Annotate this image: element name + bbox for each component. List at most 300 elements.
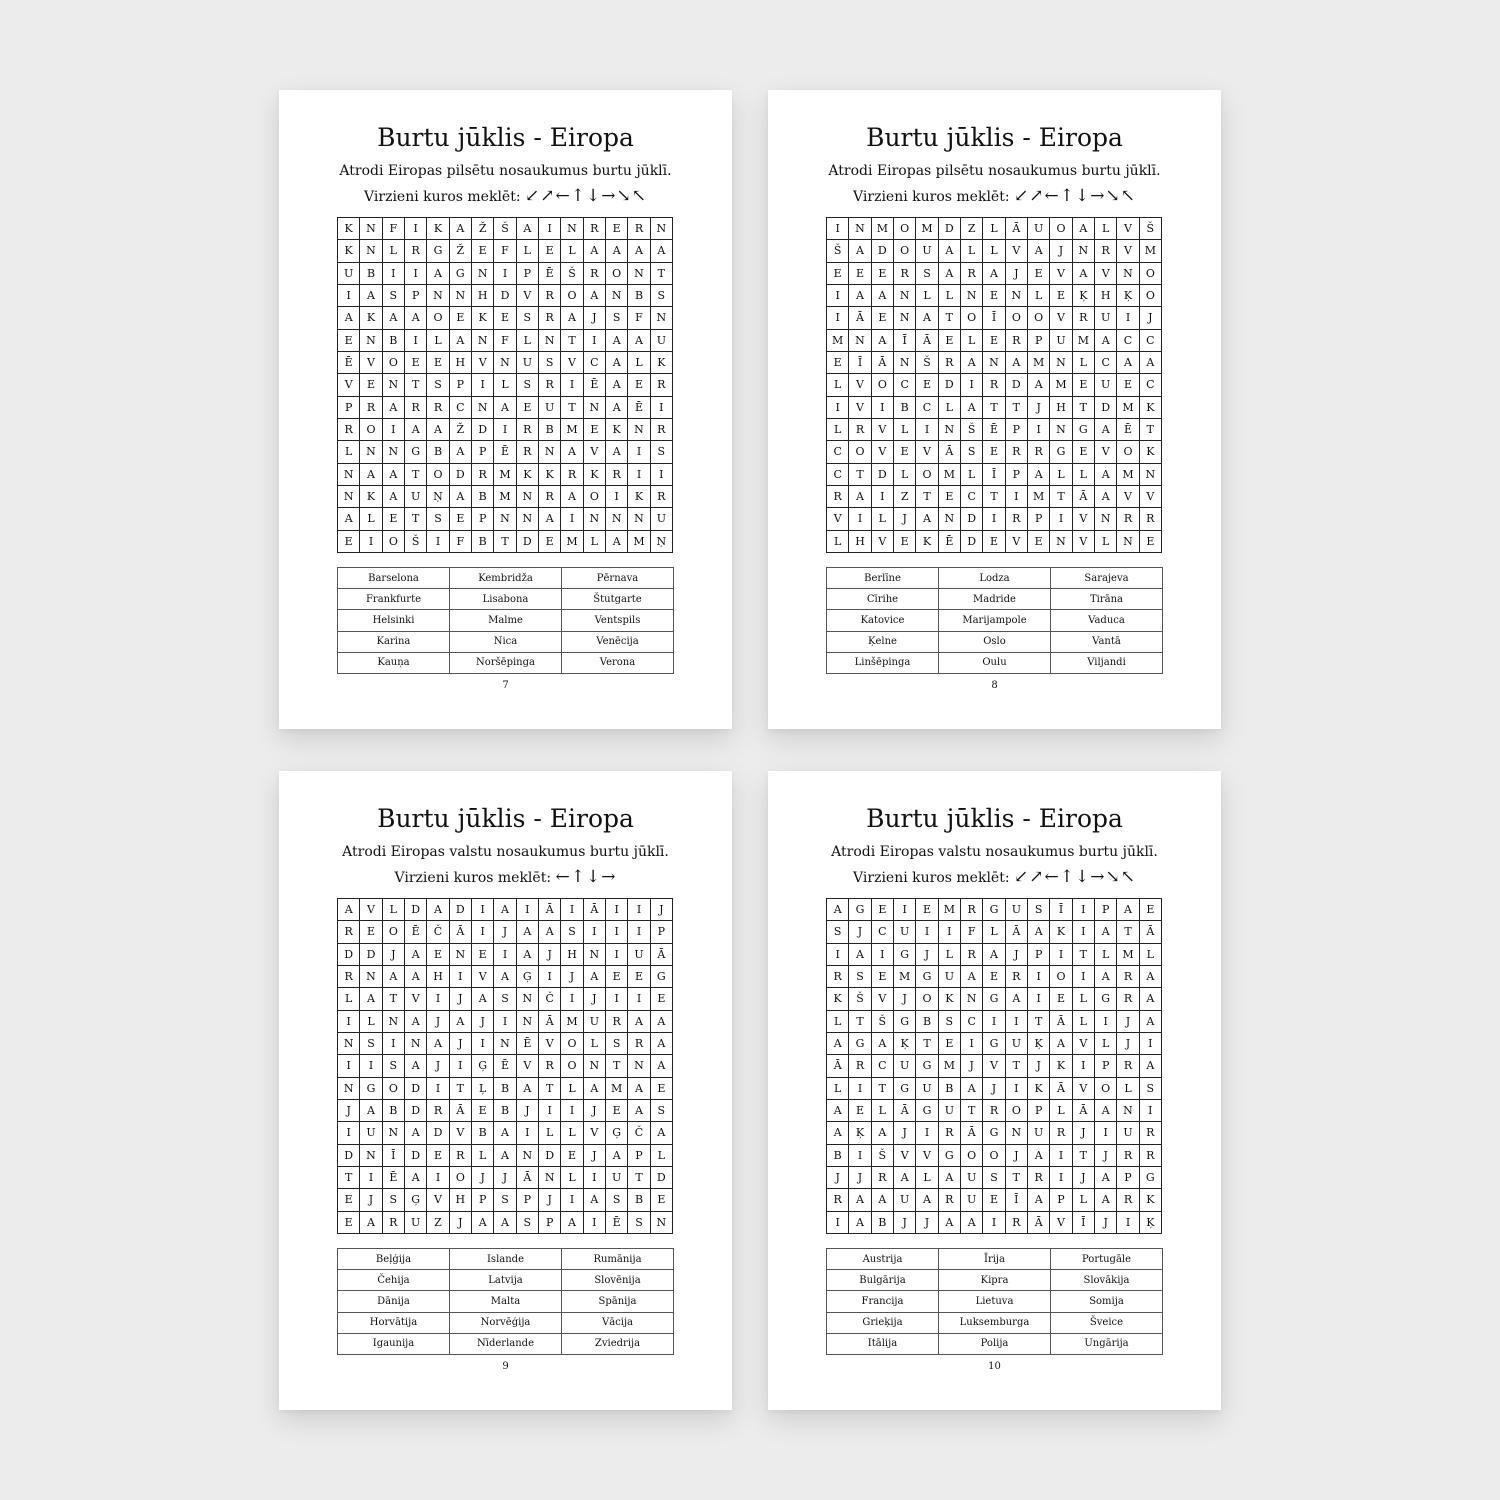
grid-cell: A [827,1033,849,1055]
grid-cell: F [961,921,983,943]
page-title: Burtu jūklis - Eiropa [377,804,634,833]
grid-cell: I [939,921,961,943]
grid-cell: Ā [450,921,472,943]
grid-cell: N [383,1011,405,1033]
grid-cell: N [517,486,539,508]
grid-cell: A [494,397,516,419]
grid-cell: A [939,240,961,262]
word-list-item: Frankfurte [338,589,450,610]
grid-cell: E [628,374,650,396]
grid-cell: E [628,966,650,988]
grid-cell: I [494,263,516,285]
grid-cell: Ē [628,397,650,419]
grid-cell: V [561,352,583,374]
word-list-item: Verona [562,653,674,674]
grid-cell: K [338,218,360,240]
grid-cell: M [894,966,916,988]
grid-cell: A [961,1212,983,1234]
search-directions [768,867,1221,888]
grid-cell: O [1095,1078,1117,1100]
grid-cell: I [494,419,516,441]
grid-cell: T [450,1078,472,1100]
grid-cell: T [539,1078,561,1100]
word-list-item: Beļģija [338,1249,450,1270]
letter-grid [826,217,1162,553]
grid-cell: U [961,1189,983,1211]
grid-cell: N [539,1167,561,1189]
grid-cell: Ā [1140,921,1162,943]
grid-cell: J [450,1033,472,1055]
grid-cell: A [849,240,871,262]
grid-cell: E [1140,899,1162,921]
grid-cell: R [1117,988,1139,1010]
grid-cell: I [427,1167,449,1189]
grid-cell: A [961,966,983,988]
grid-cell: I [606,921,628,943]
grid-cell: N [383,1122,405,1144]
grid-cell: A [405,944,427,966]
grid-cell: E [405,352,427,374]
word-list-item: Islande [450,1249,562,1270]
grid-cell: I [651,464,673,486]
grid-cell: T [561,397,583,419]
grid-cell: R [338,921,360,943]
grid-cell: G [405,441,427,463]
grid-cell: V [1050,263,1072,285]
grid-cell: O [584,486,606,508]
grid-cell: Ā [1073,486,1095,508]
grid-cell: I [472,899,494,921]
grid-cell: L [916,1167,938,1189]
grid-cell: I [517,899,539,921]
grid-cell: A [1117,899,1139,921]
grid-cell: E [494,307,516,329]
grid-cell: I [1028,966,1050,988]
grid-cell: D [450,464,472,486]
puzzle-page-3 [279,771,732,1410]
grid-cell: A [606,1145,628,1167]
directions-label: Virzieni kuros meklēt: [394,870,552,886]
grid-cell: A [1140,1011,1162,1033]
grid-cell: A [939,263,961,285]
grid-cell: G [983,1033,1005,1055]
grid-cell: Ā [939,441,961,463]
grid-cell: R [561,464,583,486]
grid-cell: E [338,330,360,352]
grid-cell: Z [961,218,983,240]
grid-cell: G [1095,988,1117,1010]
grid-cell: N [338,464,360,486]
grid-cell: B [939,1078,961,1100]
grid-cell: R [539,1055,561,1077]
grid-cell: U [1095,307,1117,329]
grid-cell: I [1095,1011,1117,1033]
grid-cell: C [827,464,849,486]
word-list-item: Horvātija [338,1313,450,1334]
grid-cell: L [1095,944,1117,966]
grid-cell: A [1073,218,1095,240]
grid-cell: N [1050,419,1072,441]
grid-cell: E [827,352,849,374]
grid-cell: A [1073,263,1095,285]
grid-cell: A [651,240,673,262]
grid-cell: S [606,307,628,329]
grid-cell: Ā [584,899,606,921]
grid-cell: V [1140,486,1162,508]
word-list-item: Portugāle [1051,1249,1163,1270]
grid-cell: L [894,464,916,486]
grid-cell: A [1095,966,1117,988]
grid-cell: U [517,352,539,374]
grid-cell: P [1006,464,1028,486]
grid-cell: A [872,1122,894,1144]
grid-cell: L [383,899,405,921]
grid-cell: A [584,1189,606,1211]
grid-cell: Ķ [1028,1033,1050,1055]
grid-cell: B [628,1189,650,1211]
grid-cell: L [827,531,849,553]
grid-cell: A [983,944,1005,966]
grid-cell: A [1028,240,1050,262]
grid-cell: G [360,1078,382,1100]
grid-cell: P [539,1212,561,1234]
grid-cell: T [405,508,427,530]
grid-cell: A [916,307,938,329]
grid-cell: Ī [983,464,1005,486]
grid-cell: J [1095,1212,1117,1234]
grid-cell: R [517,441,539,463]
grid-cell: R [849,419,871,441]
word-list-item: Slovākija [1051,1270,1163,1291]
word-list-item: Latvija [450,1270,562,1291]
grid-cell: K [584,464,606,486]
grid-cell: J [1050,240,1072,262]
grid-cell: I [539,218,561,240]
grid-cell: O [961,1145,983,1167]
grid-cell: A [849,944,871,966]
grid-cell: L [338,441,360,463]
grid-cell: O [383,531,405,553]
grid-cell: I [849,508,871,530]
word-list-item: Barselona [338,568,450,589]
grid-cell: J [1006,944,1028,966]
grid-cell: R [939,352,961,374]
grid-cell: M [916,218,938,240]
grid-cell: A [1095,330,1117,352]
grid-cell: A [405,1167,427,1189]
grid-cell: E [939,330,961,352]
directions-label: Virzieni kuros meklēt: [853,870,1010,886]
grid-cell: Ž [450,419,472,441]
grid-cell: T [1073,397,1095,419]
grid-cell: R [849,1055,871,1077]
grid-cell: A [360,1212,382,1234]
grid-cell: E [338,1189,360,1211]
grid-cell: L [383,240,405,262]
puzzle-page-1 [279,90,732,729]
page-number: 8 [991,680,998,691]
grid-cell: N [894,352,916,374]
page-title: Burtu jūklis - Eiropa [377,123,634,152]
grid-cell: M [939,899,961,921]
grid-cell: L [939,397,961,419]
grid-cell: N [472,330,494,352]
grid-cell: A [360,988,382,1010]
grid-cell: U [405,486,427,508]
grid-cell: S [517,307,539,329]
grid-cell: D [494,285,516,307]
grid-cell: E [827,263,849,285]
grid-cell: O [383,352,405,374]
grid-cell: T [916,1033,938,1055]
grid-cell: Ī [383,1145,405,1167]
grid-cell: D [539,1145,561,1167]
grid-cell: N [651,218,673,240]
grid-cell: I [872,486,894,508]
grid-cell: O [561,285,583,307]
grid-cell: I [1073,921,1095,943]
grid-cell: V [584,1122,606,1144]
grid-cell: B [472,1122,494,1144]
grid-cell: V [360,899,382,921]
grid-cell: C [827,441,849,463]
grid-cell: E [894,531,916,553]
grid-cell: U [651,508,673,530]
grid-cell: A [427,419,449,441]
grid-cell: E [427,1145,449,1167]
grid-cell: M [494,486,516,508]
grid-cell: N [584,508,606,530]
word-list-item: Marijampole [939,610,1051,631]
grid-cell: E [360,374,382,396]
grid-cell: U [651,330,673,352]
page-title: Burtu jūklis - Eiropa [866,804,1123,833]
grid-cell: I [872,944,894,966]
grid-cell: E [849,1100,871,1122]
grid-cell: I [983,1011,1005,1033]
grid-cell: C [1117,330,1139,352]
word-list-item: Madride [939,589,1051,610]
grid-cell: L [360,508,382,530]
grid-cell: T [1073,1145,1095,1167]
grid-cell: J [1073,1167,1095,1189]
grid-cell: S [916,263,938,285]
word-list-item: Francija [827,1291,939,1312]
grid-cell: F [628,307,650,329]
direction-arrows-icon: ↙↗←↑↓→↘↖ [1014,867,1136,887]
grid-cell: I [1050,508,1072,530]
word-list-item: Vaduca [1051,610,1163,631]
grid-cell: Ē [494,1055,516,1077]
word-list-item: Pērnava [562,568,674,589]
grid-cell: C [872,1055,894,1077]
grid-cell: I [405,263,427,285]
grid-cell: V [827,508,849,530]
grid-cell: L [939,285,961,307]
grid-cell: Ē [405,921,427,943]
grid-cell: N [584,944,606,966]
grid-cell: R [606,1011,628,1033]
grid-cell: O [894,240,916,262]
grid-cell: A [494,1212,516,1234]
grid-cell: Ļ [472,1078,494,1100]
grid-cell: E [539,531,561,553]
grid-cell: N [539,441,561,463]
grid-cell: G [983,1122,1005,1144]
grid-cell: V [1006,531,1028,553]
grid-cell: A [849,285,871,307]
grid-cell: G [983,899,1005,921]
grid-cell: J [1117,1033,1139,1055]
grid-cell: B [383,330,405,352]
word-list-item: Venēcija [562,632,674,653]
grid-cell: T [1073,944,1095,966]
grid-cell: R [1117,508,1139,530]
word-list-item: Katovice [827,610,939,631]
grid-cell: U [584,1011,606,1033]
grid-cell: N [472,263,494,285]
grid-cell: B [628,285,650,307]
grid-cell: I [1073,966,1095,988]
grid-cell: K [606,419,628,441]
grid-cell: M [561,1011,583,1033]
grid-cell: A [561,486,583,508]
page-number: 10 [988,1361,1001,1372]
grid-cell: A [450,1011,472,1033]
grid-cell: R [1006,966,1028,988]
grid-cell: L [939,944,961,966]
grid-cell: M [872,218,894,240]
grid-cell: Ķ [1117,285,1139,307]
grid-cell: T [1006,1055,1028,1077]
grid-cell: A [1028,374,1050,396]
grid-cell: E [517,397,539,419]
grid-cell: U [939,966,961,988]
grid-cell: I [1073,1055,1095,1077]
grid-cell: U [360,1122,382,1144]
grid-cell: T [405,374,427,396]
grid-cell: D [427,1122,449,1144]
grid-cell: F [494,330,516,352]
grid-cell: J [494,1167,516,1189]
grid-cell: D [939,218,961,240]
grid-cell: L [494,374,516,396]
grid-cell: N [539,330,561,352]
grid-cell: K [1140,441,1162,463]
grid-cell: L [827,1078,849,1100]
grid-cell: D [651,1167,673,1189]
grid-cell: N [450,285,472,307]
grid-cell: T [1006,1167,1028,1189]
grid-cell: I [360,1055,382,1077]
grid-cell: A [427,899,449,921]
grid-cell: A [939,1167,961,1189]
grid-cell: L [961,240,983,262]
grid-cell: A [494,966,516,988]
word-list-item: Štutgarte [562,589,674,610]
grid-cell: A [450,218,472,240]
grid-cell: I [1073,899,1095,921]
grid-cell: O [427,464,449,486]
grid-cell: C [894,374,916,396]
grid-cell: A [360,285,382,307]
grid-cell: I [1050,1145,1072,1167]
grid-cell: L [628,352,650,374]
word-list-item: Malme [450,610,562,631]
grid-cell: D [405,899,427,921]
grid-cell: M [1140,240,1162,262]
grid-cell: Ž [472,218,494,240]
grid-cell: K [1050,1055,1072,1077]
grid-cell: Ē [539,263,561,285]
grid-cell: E [1073,441,1095,463]
grid-cell: P [517,1189,539,1211]
grid-cell: P [1117,1167,1139,1189]
grid-cell: I [1050,944,1072,966]
grid-cell: P [405,285,427,307]
grid-cell: M [1117,397,1139,419]
grid-cell: N [405,1033,427,1055]
grid-cell: M [827,330,849,352]
grid-cell: Š [916,352,938,374]
grid-cell: N [584,1055,606,1077]
grid-cell: D [405,1145,427,1167]
letter-grid [337,217,673,553]
grid-cell: Ī [1006,1189,1028,1211]
grid-cell: O [561,1055,583,1077]
grid-cell: I [849,1078,871,1100]
grid-cell: A [606,374,628,396]
word-list-item: Kauņa [338,653,450,674]
grid-cell: B [894,397,916,419]
grid-cell: P [338,397,360,419]
grid-cell: A [1117,352,1139,374]
grid-cell: U [894,1055,916,1077]
grid-cell: I [360,1167,382,1189]
grid-cell: I [561,1189,583,1211]
grid-cell: N [561,218,583,240]
grid-cell: H [450,352,472,374]
grid-cell: I [584,330,606,352]
grid-cell: A [872,285,894,307]
grid-cell: Ķ [894,1033,916,1055]
grid-cell: U [916,240,938,262]
grid-cell: E [872,899,894,921]
grid-cell: K [628,486,650,508]
grid-cell: U [894,921,916,943]
grid-cell: R [1117,966,1139,988]
grid-cell: A [584,285,606,307]
grid-cell: E [872,966,894,988]
grid-cell: A [961,1078,983,1100]
grid-cell: E [584,419,606,441]
grid-cell: P [517,263,539,285]
grid-cell: A [472,988,494,1010]
grid-cell: V [1117,218,1139,240]
grid-cell: Ņ [651,531,673,553]
grid-cell: V [894,1145,916,1167]
grid-cell: O [849,441,871,463]
grid-cell: R [872,1167,894,1189]
grid-cell: U [939,1100,961,1122]
grid-cell: I [338,285,360,307]
grid-cell: Ī [1073,1212,1095,1234]
grid-cell: C [584,352,606,374]
grid-cell: N [939,508,961,530]
grid-cell: M [939,1055,961,1077]
grid-cell: G [916,1100,938,1122]
grid-cell: A [360,464,382,486]
